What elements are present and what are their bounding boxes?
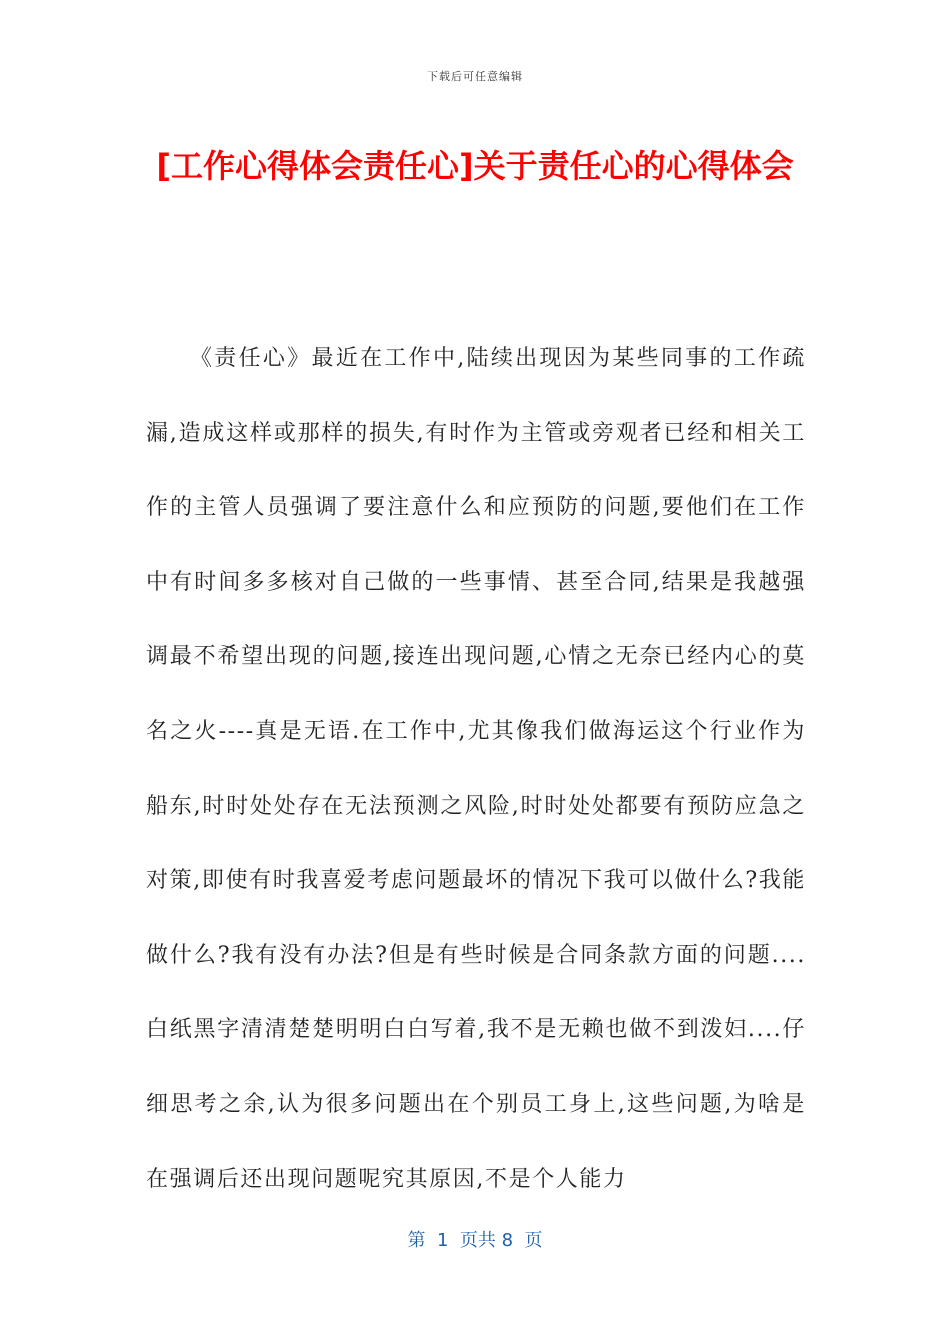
header-note: 下载后可任意编辑 xyxy=(427,70,523,83)
page-number-footer: 第 1 页共 8 页 xyxy=(407,1230,543,1251)
body-paragraph: 《责任心》最近在工作中,陆续出现因为某些同事的工作疏漏,造成这样或那样的损失,有时作为主管或旁观者已经和相关工作的主管人员强调了要注意什么和应预防的问题,要他们在工作中有时间多多核对自己做的一些事情、甚至合同,结果是我越强调最不希望出现的问题,接连出现问题,心情之无奈已经内心的莫名之火----真是无语.在工作中,尤其像我们做海运这个行业作为船东,时时处处存在无法预测之风险,时时处处都要有预防应急之对策,即使有时我喜爱考虑问题最坏的情况下我可以做什么?我能做什么?我有没有办法?但是有些时候是合同条款方面的问题....白纸黑字清清楚楚明明白白写着,我不是无赖也做不到泼妇....仔细思考之余,认为很多问题出在个别员工身上,这些问题,为啥是在强调后还出现问题呢究其原因,不是个人能力 xyxy=(146,346,806,1192)
document-title: [工作心得体会责任心]关于责任心的心得体会 xyxy=(156,147,794,185)
